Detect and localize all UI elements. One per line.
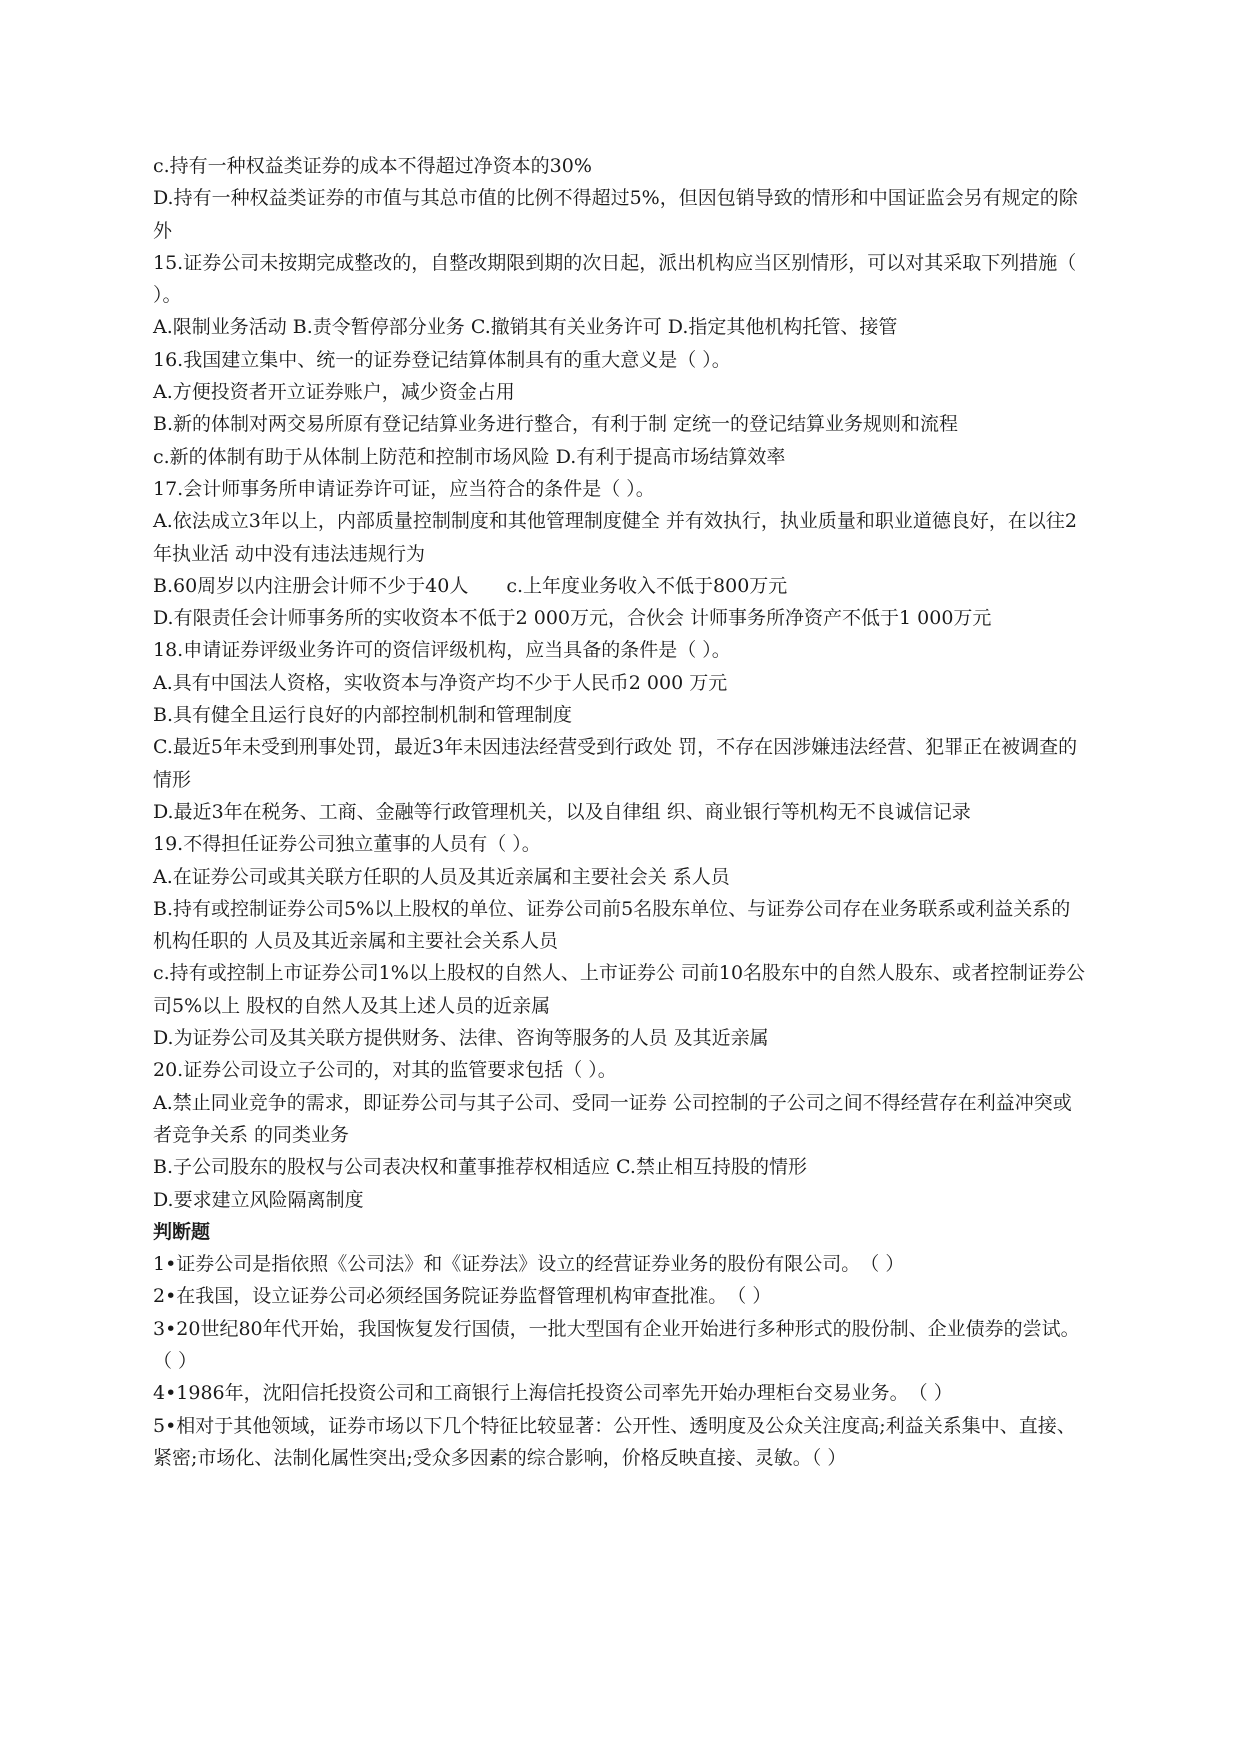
option-line: B.新的体制对两交易所原有登记结算业务进行整合，有利于制 定统一的登记结算业务规则和流程	[153, 413, 959, 436]
option-line: B.60周岁以内注册会计师不少于40人 c.上年度业务收入不低于800万元	[153, 574, 788, 597]
option-line: A.方便投资者开立证券账户，减少资金占用	[153, 381, 515, 404]
option-line: A.限制业务活动 B.责令暂停部分业务 C.撤销其有关业务许可 D.指定其他机构托管、接管	[153, 316, 898, 339]
option-line: D.为证券公司及其关联方提供财务、法律、咨询等服务的人员 及其近亲属	[153, 1027, 769, 1050]
option-line: D.持有一种权益类证券的市值与其总市值的比例不得超过5%，但因包销导致的情形和中国证监会另有规定的除外	[153, 187, 1078, 242]
judgment-item-2: 2•在我国，设立证券公司必须经国务院证券监督管理机构审查批准。 （ ）	[153, 1285, 772, 1308]
option-line: B.具有健全且运行良好的内部控制机制和管理制度	[153, 704, 573, 727]
option-line: c.新的体制有助于从体制上防范和控制市场风险 D.有利于提高市场结算效率	[153, 445, 786, 468]
question-15: 15.证券公司未按期完成整改的，自整改期限到期的次日起，派出机构应当区别情形，可以对其采取下列措施（ ）。	[153, 251, 1077, 307]
section-heading: 判断题	[153, 1220, 211, 1243]
judgment-item-4: 4•1986年，沈阳信托投资公司和工商银行上海信托投资公司率先开始办理柜台交易业务。 （ ）	[153, 1382, 953, 1405]
question-16: 16.我国建立集中、统一的证券登记结算体制具有的重大意义是（ ）。	[153, 348, 731, 371]
option-line: A.禁止同业竞争的需求，即证券公司与其子公司、受同一证券 公司控制的子公司之间不得经营存在利益冲突或者竞争关系 的同类业务	[153, 1091, 1072, 1146]
option-line: B.子公司股东的股权与公司表决权和董事推荐权相适应 C.禁止相互持股的情形	[153, 1156, 807, 1179]
question-17: 17.会计师事务所申请证券许可证，应当符合的条件是（ ）。	[153, 477, 655, 500]
judgment-item-3: 3•20世纪80年代开始，我国恢复发行国债，一批大型国有企业开始进行多种形式的股份制、企业债券的尝试。 （ ）	[153, 1317, 1090, 1372]
option-line: c.持有一种权益类证券的成本不得超过净资本的30%	[153, 155, 592, 177]
question-18: 18.申请证券评级业务许可的资信评级机构，应当具备的条件是（ ）。	[153, 639, 731, 662]
judgment-item-1: 1•证券公司是指依照《公司法》和《证券法》设立的经营证券业务的股份有限公司。 （ ）	[153, 1253, 905, 1276]
question-20: 20.证券公司设立子公司的，对其的监管要求包括（ ）。	[153, 1059, 617, 1082]
document-body	[153, 150, 1089, 1474]
option-line: B.持有或控制证券公司5%以上股权的单位、证券公司前5名股东单位、与证券公司存在业务联系或利益关系的机构任职的 人员及其近亲属和主要社会关系人员	[153, 897, 1071, 953]
option-line: D.最近3年在税务、工商、金融等行政管理机关，以及自律组 织、商业银行等机构无不良诚信记录	[153, 800, 971, 823]
option-line: c.持有或控制上市证券公司1%以上股权的自然人、上市证券公 司前10名股东中的自然人股东、或者控制证券公司5%以上 股权的自然人及其上述人员的近亲属	[153, 962, 1086, 1017]
option-line: A.在证券公司或其关联方任职的人员及其近亲属和主要社会关 系人员	[153, 865, 730, 888]
question-19: 19.不得担任证券公司独立董事的人员有（ ）。	[153, 833, 541, 856]
option-line: A.依法成立3年以上，内部质量控制制度和其他管理制度健全 并有效执行，执业质量和职业道德良好，在以往2年执业活 动中没有违法违规行为	[153, 510, 1077, 565]
option-line: D.有限责任会计师事务所的实收资本不低于2 000万元，合伙会 计师事务所净资产不低于1 000万元	[153, 607, 992, 630]
option-line: D.要求建立风险隔离制度	[153, 1188, 364, 1211]
option-line: C.最近5年未受到刑事处罚，最近3年未因违法经营受到行政处 罚，不存在因涉嫌违法经营、犯罪正在被调查的情形	[153, 736, 1078, 791]
judgment-item-5: 5•相对于其他领域，证券市场以下几个特征比较显著：公开性、透明度及公众关注度高;利益关系集中、直接、紧密;市场化、法制化属性突出;受众多因素的综合影响，价格反映直接、灵敏。（ ）	[153, 1414, 1076, 1469]
option-line: A.具有中国法人资格，实收资本与净资产均不少于人民币2 000 万元	[153, 671, 728, 694]
